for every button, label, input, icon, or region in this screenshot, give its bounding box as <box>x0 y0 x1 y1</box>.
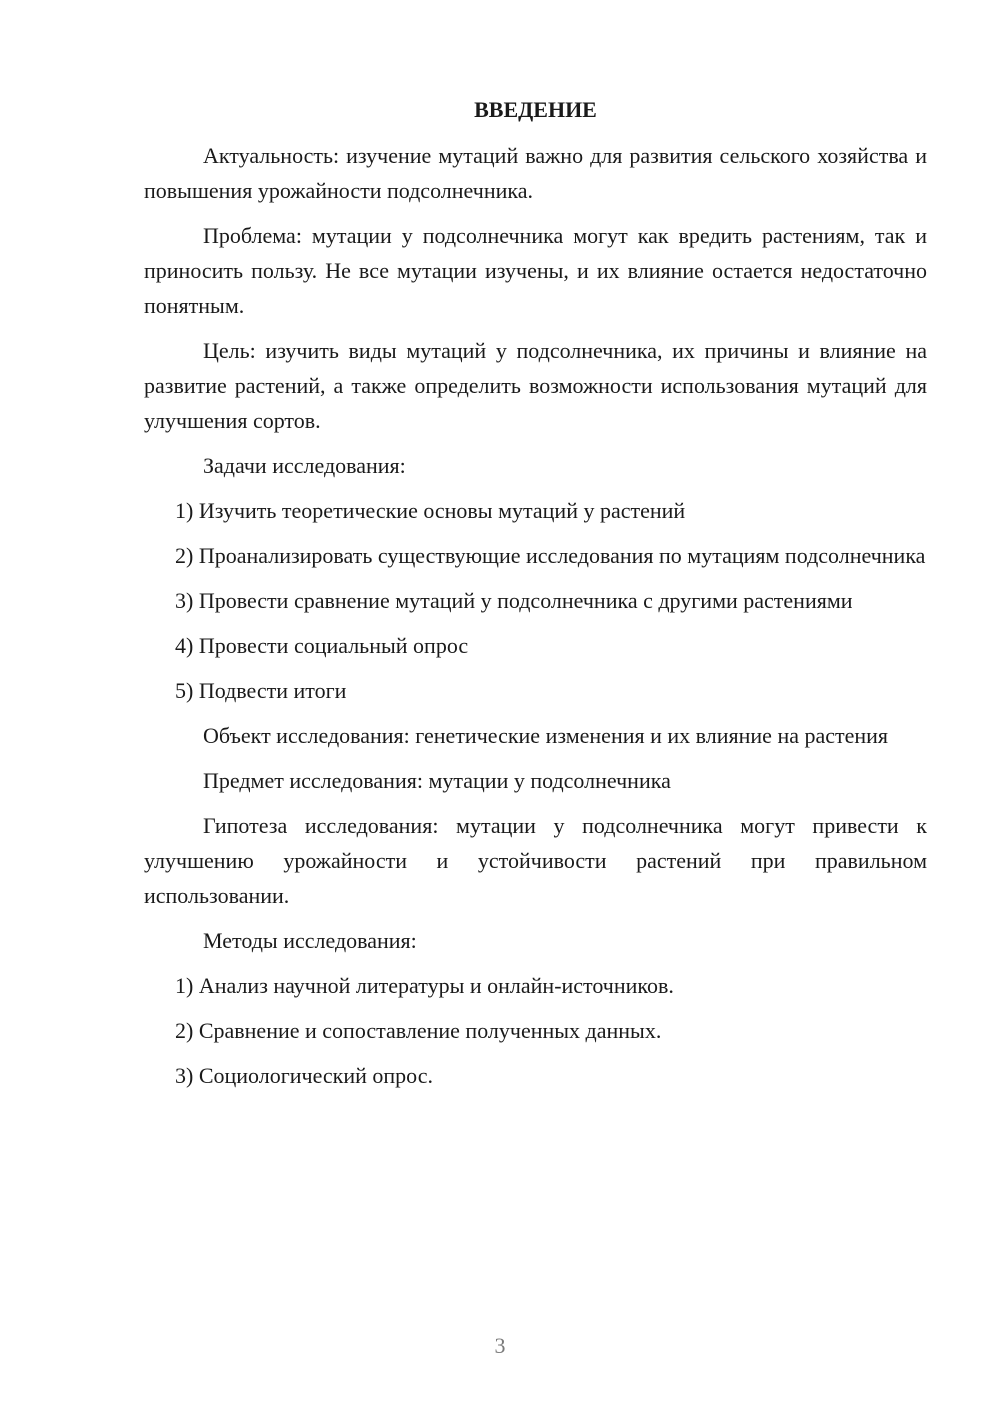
task-item: 4) Провести социальный опрос <box>175 633 469 658</box>
page-content <box>144 95 927 1103</box>
page-number: 3 <box>494 1333 506 1358</box>
relevance-paragraph: Актуальность: изучение мутаций важно для развития сельского хозяйства и повышения урожайности подсолнечника. <box>144 143 927 203</box>
method-item: 1) Анализ научной литературы и онлайн-источников. <box>175 973 674 998</box>
hypothesis-paragraph: Гипотеза исследования: мутации у подсолнечника могут привести к улучшению урожайности и устойчивости растений при правильном использовании. <box>144 813 927 908</box>
task-item: 2) Проанализировать существующие исследования по мутациям подсолнечника <box>175 543 926 568</box>
method-item: 3) Социологический опрос. <box>175 1063 433 1088</box>
page-title: ВВЕДЕНИЕ <box>474 97 597 122</box>
methods-heading: Методы исследования: <box>203 928 417 953</box>
goal-paragraph: Цель: изучить виды мутаций у подсолнечника, их причины и влияние на развитие растений, а также определить возможности использования мутаций для улучшения сортов. <box>144 338 927 433</box>
task-item: 1) Изучить теоретические основы мутаций у растений <box>175 498 686 523</box>
task-item: 3) Провести сравнение мутаций у подсолнечника с другими растениями <box>175 588 853 613</box>
subject-paragraph: Предмет исследования: мутации у подсолнечника <box>203 768 671 793</box>
problem-paragraph: Проблема: мутации у подсолнечника могут как вредить растениям, так и приносить пользу. Не все мутации изучены, и их влияние остается недостаточно понятным. <box>144 223 927 318</box>
method-item: 2) Сравнение и сопоставление полученных данных. <box>175 1018 662 1043</box>
object-paragraph: Объект исследования: генетические изменения и их влияние на растения <box>203 723 889 748</box>
task-item: 5) Подвести итоги <box>175 678 347 703</box>
tasks-heading: Задачи исследования: <box>203 453 406 478</box>
